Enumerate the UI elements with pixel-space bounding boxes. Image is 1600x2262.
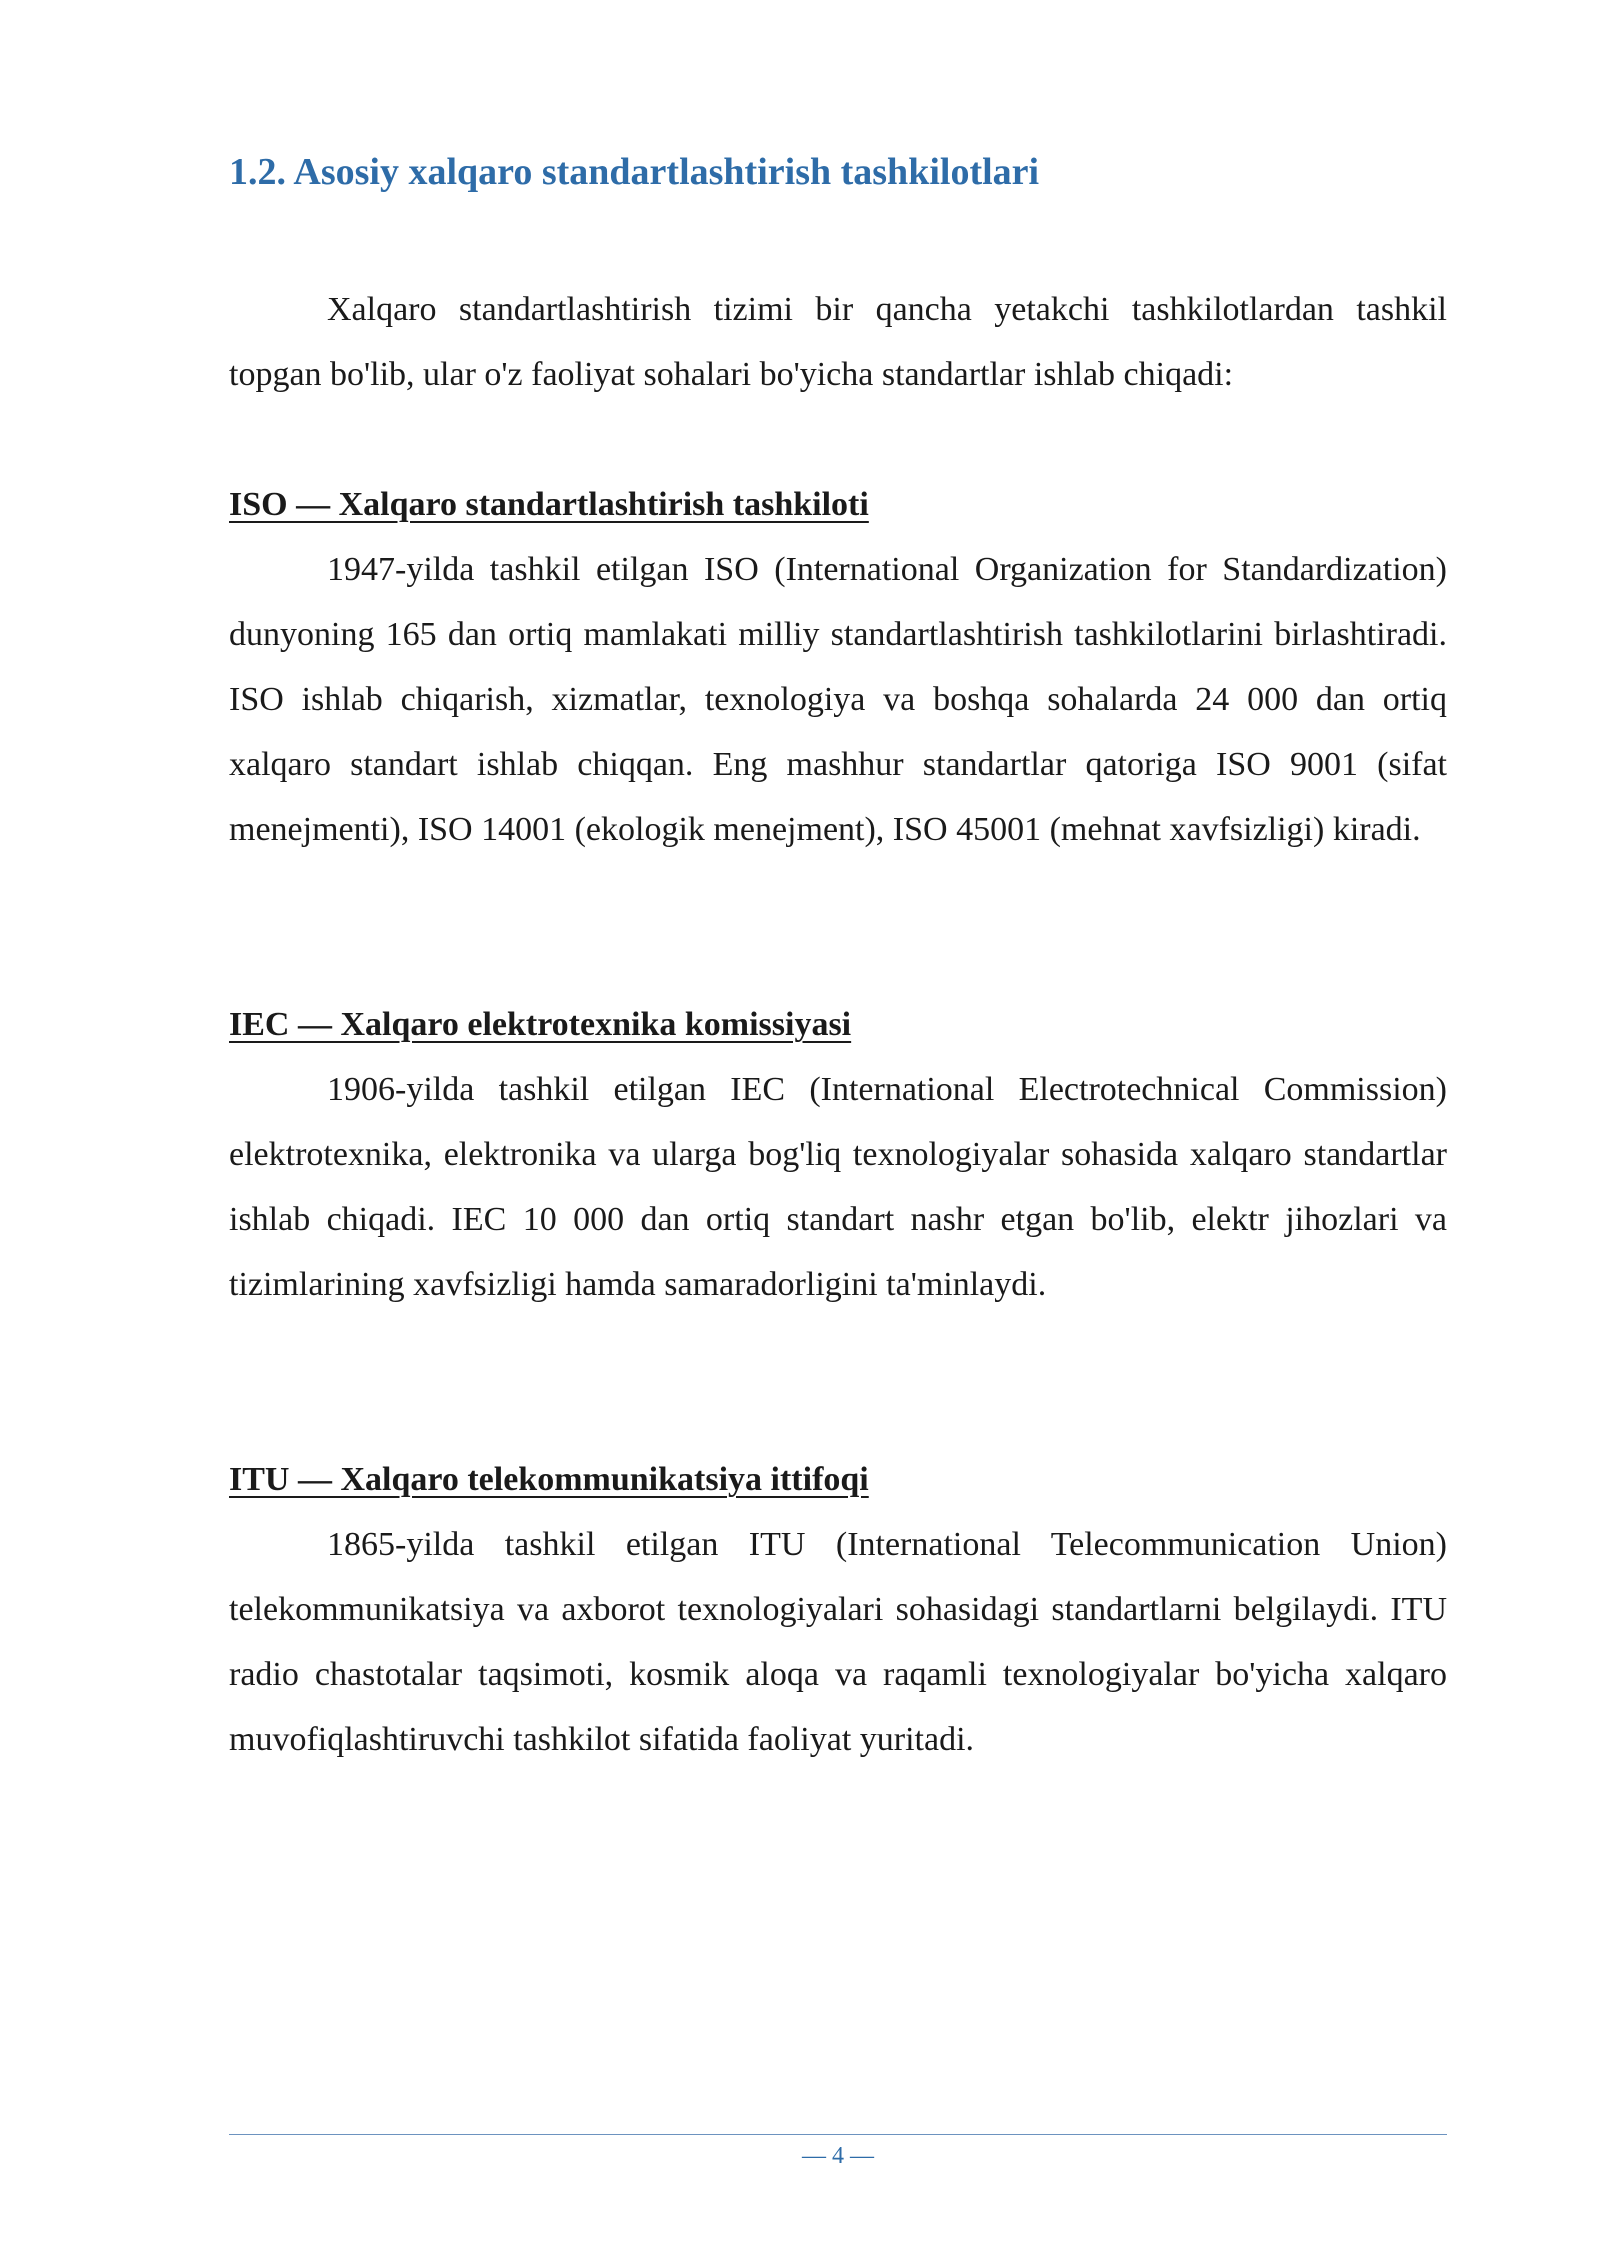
itu-section: [229, 1447, 1447, 1772]
iec-section: [229, 992, 1447, 1317]
itu-heading: ITU — Xalqaro telekommunikatsiya ittifoqi: [229, 1461, 869, 1498]
iso-paragraph: 1947-yilda tashkil etilgan ISO (International Organization for Standardization) dunyoning 165 dan ortiq mamlakati milliy standartlashtirish tashkilotlarini birlashtiradi. ISO ishlab chiqarish, xizmatlar, texnologiya va boshqa sohalarda 24 000 dan ortiq xalqaro standart ishlab chiqqan. Eng mashhur standartlar qatoriga ISO 9001 (sifat menejmenti), ISO 14001 (ekologik menejment), ISO 45001 (mehnat xavfsizligi) kiradi.: [229, 551, 1447, 848]
page-number: — 4 —: [802, 2143, 874, 2169]
intro-paragraph: Xalqaro standartlashtirish tizimi bir qancha yetakchi tashkilotlardan tashkil topgan bo'lib, ular o'z faoliyat sohalari bo'yicha standartlar ishlab chiqadi:: [229, 291, 1447, 393]
iso-section: [229, 472, 1447, 862]
iec-paragraph: 1906-yilda tashkil etilgan IEC (International Electrotechnical Commission) elektrotexnika, elektronika va ularga bog'liq texnologiyalar sohasida xalqaro standartlar ishlab chiqadi. IEC 10 000 dan ortiq standart nashr etgan bo'lib, elektr jihozlari va tizimlarining xavfsizligi hamda samaradorligini ta'minlaydi.: [229, 1071, 1447, 1303]
itu-paragraph: 1865-yilda tashkil etilgan ITU (International Telecommunication Union) telekommunikatsiya va axborot texnologiyalari sohasidagi standartlarni belgilaydi. ITU radio chastotalar taqsimoti, kosmik aloqa va raqamli texnologiyalar bo'yicha xalqaro muvofiqlashtiruvchi tashkilot sifatida faoliyat yuritadi.: [229, 1526, 1447, 1758]
iso-heading: ISO — Xalqaro standartlashtirish tashkiloti: [229, 486, 869, 523]
footer-divider: [229, 2134, 1447, 2135]
section-title: 1.2. Asosiy xalqaro standartlashtirish tashkilotlari: [229, 151, 1040, 193]
intro-block: [229, 277, 1447, 407]
document-page: [229, 0, 1447, 2262]
iec-heading: IEC — Xalqaro elektrotexnika komissiyasi: [229, 1006, 852, 1043]
